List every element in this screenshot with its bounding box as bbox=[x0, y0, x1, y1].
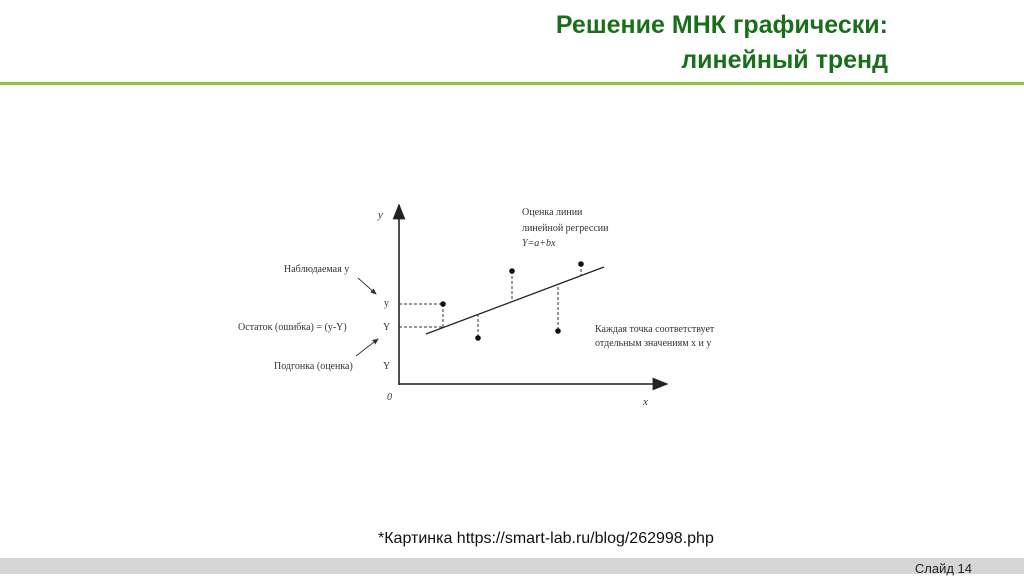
regression-formula: Y=a+bx bbox=[522, 238, 556, 249]
image-source-caption: *Картинка https://smart-lab.ru/blog/262998.php bbox=[378, 530, 714, 547]
data-point bbox=[509, 268, 515, 274]
slide-title-line1: Решение МНК графически: bbox=[555, 11, 888, 39]
y-axis-label: y bbox=[378, 209, 383, 221]
note-line2: отдельным значениям x и y bbox=[595, 338, 712, 349]
observed-label: Наблюдаемая y bbox=[284, 264, 350, 275]
data-point bbox=[555, 328, 561, 334]
slide-title-line2: линейный тренд bbox=[681, 46, 888, 74]
observed-y-tick: y bbox=[384, 298, 389, 309]
data-point bbox=[475, 335, 481, 341]
fitted-Y-tick-lower: Y bbox=[383, 361, 391, 372]
fitted-Y-tick-upper: Y bbox=[383, 322, 391, 333]
observed-pointer bbox=[358, 278, 376, 294]
footer-bar bbox=[0, 558, 1024, 574]
origin-label: 0 bbox=[387, 392, 392, 403]
regression-title-line2: линейной регрессии bbox=[522, 223, 609, 234]
fit-label: Подгонка (оценка) bbox=[274, 361, 353, 372]
data-point bbox=[578, 261, 584, 267]
data-point bbox=[440, 301, 446, 307]
regression-title-line1: Оценка линии bbox=[522, 207, 583, 218]
fit-pointer bbox=[356, 339, 378, 356]
regression-line bbox=[426, 267, 604, 334]
slide-number: Слайд 14 bbox=[914, 561, 972, 576]
note-line1: Каждая точка соответствует bbox=[595, 324, 715, 335]
residual-label: Остаток (ошибка) = (y-Y) bbox=[238, 322, 347, 333]
x-axis-label: x bbox=[643, 396, 648, 408]
